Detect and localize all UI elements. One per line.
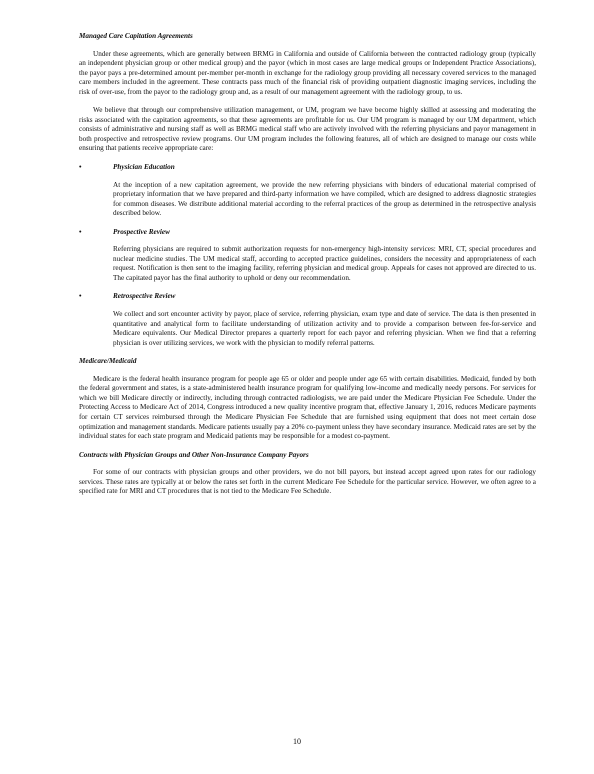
bullet-heading-physician-education xyxy=(79,163,536,173)
bullet-title: Physician Education xyxy=(113,163,175,172)
paragraph-medicare: Medicare is the federal health insurance program for people age 65 or older and people under age 65 with certain disabilities. Medicaid, funded by both the federal government and states, is a state-administered health insurance program for qualifying low-income and medically needy persons. For services for which we bill Medicare directly or indirectly, including through contracted radiologists, we are paid under the Medicare Physician Fee Schedule. Under the Protecting Access to Medicare Act of 2014, Congress introduced a new quality incentive program that, effective January 1, 2016, reduces Medicare payments for certain CT services reimbursed through the Medicare Physician Fee Schedule that are furnished using equipment that does not meet certain dose optimization and management standards. Medicare patients usually pay a 20% co-payment unless they have secondary insurance. Medicaid rates are set by the individual states for each state program and Medicaid patients may be responsible for a modest co-payment. xyxy=(79,374,536,441)
paragraph-managed-care-2: We believe that through our comprehensive utilization management, or UM, program we have become highly skilled at assessing and moderating the risks associated with the capitation agreements, so that these agreements are profitable for us. Our UM program is managed by our UM department, which consists of administrative and nursing staff as well as BRMG medical staff who are actively involved with the referring physicians and payor management in both prospective and retrospective review programs. Our UM program includes the following features, all of which are designed to manage our costs while ensuring that patients receive appropriate care: xyxy=(79,106,536,153)
paragraph-managed-care-1: Under these agreements, which are generally between BRMG in California and outside of California between the contracted radiology group (typically an independent physician group or other medical group) and the payor (which in most cases are large medical groups or Independent Practice Associations), the payor pays a pre-determined amount per-member per-month in exchange for the radiology group providing all necessary covered services to the managed care members included in the agreement. These contracts pass much of the financial risk of providing outpatient diagnostic imaging services, including the risk of over-use, from the payor to the radiology group and, as a result of our management agreement with the radiology group, to us. xyxy=(79,49,536,96)
paragraph-contracts: For some of our contracts with physician groups and other providers, we do not bill payors, but instead accept agreed upon rates for our radiology services. These rates are typically at or below the rates set forth in the current Medicare Fee Schedule for the particular service. However, we often agree to a specified rate for MRI and CT procedures that is not tied to the Medicare Fee Schedule. xyxy=(79,468,536,496)
bullet-heading-prospective-review xyxy=(79,228,536,238)
bullet-icon: • xyxy=(79,292,82,301)
page-number: 10 xyxy=(293,737,301,746)
bullet-icon: • xyxy=(79,227,82,236)
bullet-list xyxy=(79,163,536,348)
bullet-title: Prospective Review xyxy=(113,227,170,236)
bullet-heading-retrospective-review xyxy=(79,292,536,302)
heading-medicare-medicaid: Medicare/Medicaid xyxy=(79,357,137,366)
bullet-body-physician-education: At the inception of a new capitation agreement, we provide the new referring physicians with binders of educational material comprised of proprietary information that we have prepared and third-party information we have compiled, which are designed to address diagnostic strategies for common diseases. We distribute additional material according to the referral practices of the group as determined in the retrospective analysis described below. xyxy=(113,180,536,218)
heading-managed-care: Managed Care Capitation Agreements xyxy=(79,32,193,40)
bullet-body-prospective-review: Referring physicians are required to submit authorization requests for non-emergency high-intensity services: MRI, CT, special procedures and nuclear medicine studies. The UM medical staff, according to accepted practice guidelines, considers the necessity and appropriateness of each request. Notification is then sent to the imaging facility, referring physician and medical group. Appeals for cases not approved are directed to us. The capitated payor has the final authority to uphold or deny our recommendation. xyxy=(113,245,536,282)
bullet-title: Retrospective Review xyxy=(113,292,176,301)
bullet-icon: • xyxy=(79,163,82,172)
bullet-body-retrospective-review: We collect and sort encounter activity by payor, place of service, referring physician, exam type and date of service. The data is then presented in quantitative and analytical form to facilitate understanding of utilization activity and to provide a comparison between fee-for-service and Medicare equivalents. Our Medical Director prepares a quarterly report for each payor and referring physician. When we find that a referring physician is over utilizing services, we work with the physician to modify referral patterns. xyxy=(113,310,536,347)
page-content xyxy=(79,32,536,506)
heading-contracts: Contracts with Physician Groups and Other Non-Insurance Company Payors xyxy=(79,450,309,459)
